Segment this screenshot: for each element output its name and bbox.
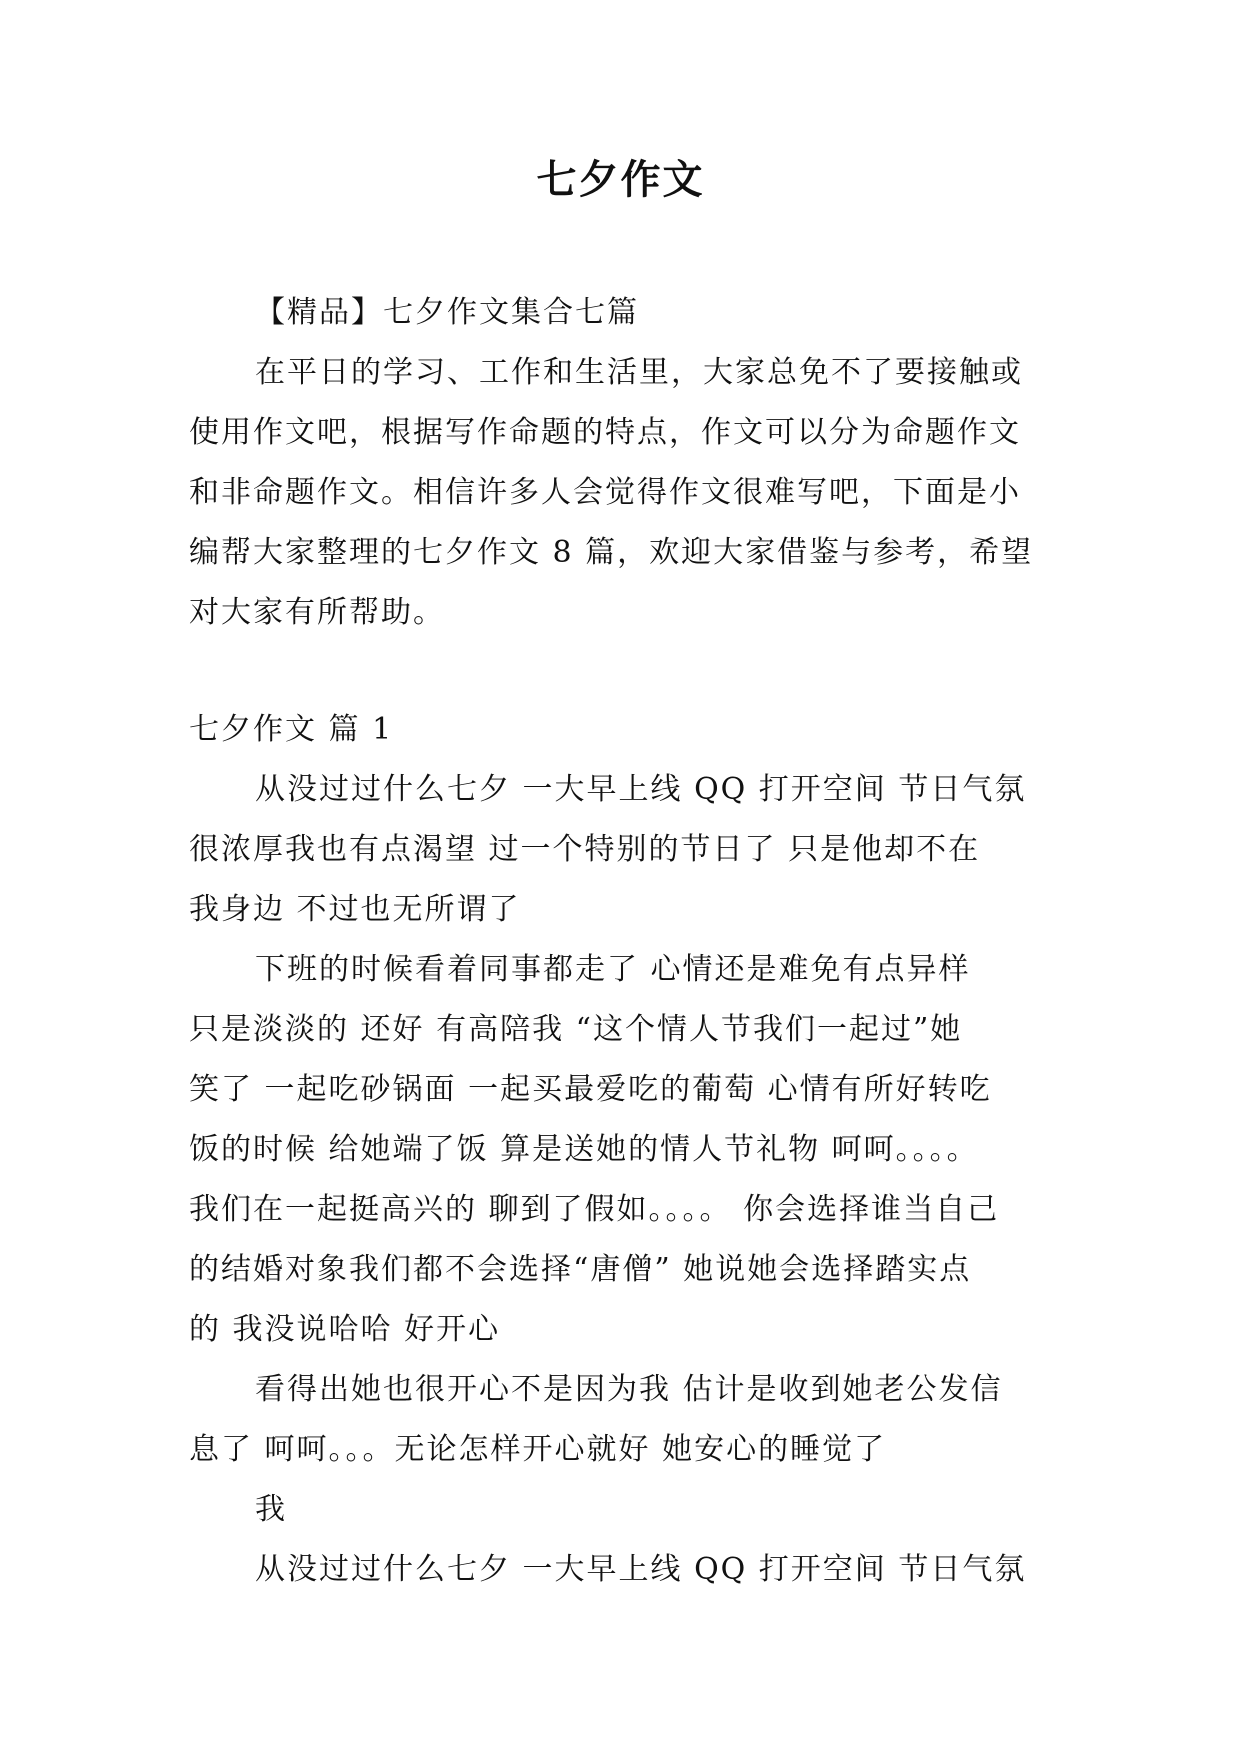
paragraph-line: 下班的时候看着同事都走了 心情还是难免有点异样 (255, 952, 971, 987)
document-body (189, 283, 1053, 1600)
paragraph-line: 我身边 不过也无所谓了 (189, 892, 521, 927)
paragraph-line: 和非命题作文。相信许多人会觉得作文很难写吧，下面是小 (189, 475, 1021, 510)
paragraph-line: 只是淡淡的 还好 有高陪我 “这个情人节我们一起过”她 (189, 1012, 963, 1047)
paragraph-line: 我 (255, 1492, 287, 1527)
paragraph-line: 息了 呵呵。。。无论怎样开心就好 她安心的睡觉了 (189, 1432, 887, 1467)
section-spacer (189, 643, 1053, 700)
paragraph-line: 使用作文吧，根据写作命题的特点，作文可以分为命题作文 (189, 415, 1021, 450)
paragraph-line: 饭的时候 给她端了饭 算是送她的情人节礼物 呵呵。。。。 (189, 1132, 979, 1167)
section-heading: 七夕作文 篇 1 (189, 712, 394, 747)
paragraph-line: 从没过过什么七夕 一大早上线 QQ 打开空间 节日气氛 (255, 772, 1027, 807)
paragraph-line: 的 我没说哈哈 好开心 (189, 1312, 501, 1347)
paragraph-line: 在平日的学习、工作和生活里，大家总免不了要接触或 (255, 355, 1023, 390)
paragraph-line: 很浓厚我也有点渴望 过一个特别的节日了 只是他却不在 (189, 832, 981, 867)
paragraph-line: 编帮大家整理的七夕作文 8 篇，欢迎大家借鉴与参考，希望 (189, 535, 1034, 570)
document-title: 七夕作文 (536, 156, 705, 203)
paragraph-line: 从没过过什么七夕 一大早上线 QQ 打开空间 节日气氛 (255, 1552, 1027, 1587)
paragraph-line: 笑了 一起吃砂锅面 一起买最爱吃的葡萄 心情有所好转吃 (189, 1072, 992, 1107)
paragraph-line: 看得出她也很开心不是因为我 估计是收到她老公发信 (255, 1372, 1003, 1407)
paragraph-line: 的结婚对象我们都不会选择“唐僧” 她说她会选择踏实点 (189, 1252, 972, 1287)
paragraph-line: 对大家有所帮助。 (189, 595, 445, 630)
intro-heading: 【精品】七夕作文集合七篇 (255, 295, 639, 330)
paragraph-line: 我们在一起挺高兴的 聊到了假如。。。。 你会选择谁当自己 (189, 1192, 1000, 1227)
